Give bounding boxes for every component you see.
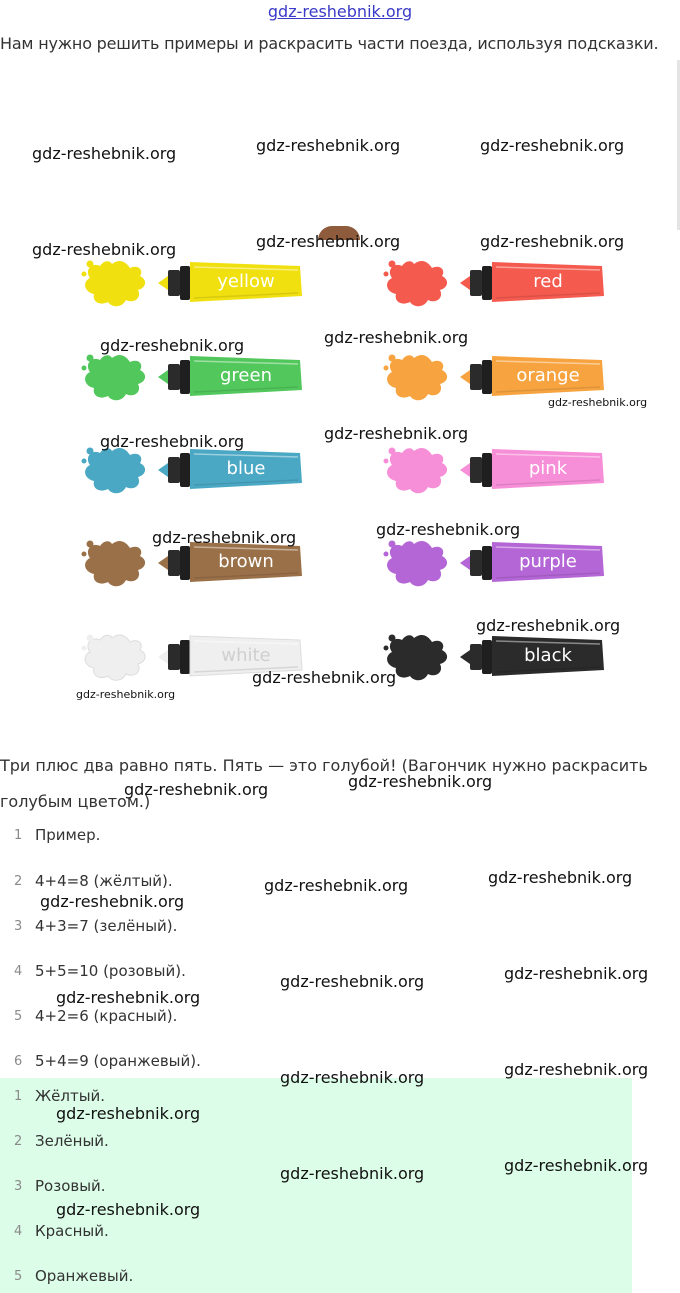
marker-label: orange — [516, 365, 580, 386]
watermark: gdz-reshebnik.org — [152, 528, 297, 547]
marker-label: brown — [218, 551, 274, 572]
watermark: gdz-reshebnik.org — [548, 396, 648, 409]
example-item — [0, 917, 640, 937]
watermark: gdz-reshebnik.org — [100, 432, 245, 451]
watermark: gdz-reshebnik.org — [32, 240, 177, 259]
item-number: 5 — [14, 1009, 23, 1024]
item-number: 2 — [14, 1134, 23, 1149]
watermark: gdz-reshebnik.org — [480, 136, 625, 155]
marker-orange — [374, 352, 654, 402]
watermark: gdz-reshebnik.org — [252, 668, 397, 687]
watermark: gdz-reshebnik.org — [504, 1060, 649, 1079]
watermark: gdz-reshebnik.org — [256, 232, 401, 251]
site-link[interactable]: gdz-reshebnik.org — [267, 2, 413, 21]
marker-yellow — [72, 258, 352, 308]
item-text: Зелёный. — [35, 1132, 109, 1150]
watermark: gdz-reshebnik.org — [256, 136, 401, 155]
marker-blue — [72, 445, 352, 495]
watermark: gdz-reshebnik.org — [100, 336, 245, 355]
item-number: 5 — [14, 1269, 23, 1284]
item-text: 4+3=7 (зелёный). — [35, 917, 178, 935]
item-text: Красный. — [35, 1222, 109, 1240]
item-number: 3 — [14, 919, 23, 934]
watermark: gdz-reshebnik.org — [76, 688, 176, 701]
item-number: 1 — [14, 828, 23, 843]
watermark: gdz-reshebnik.org — [56, 1200, 201, 1219]
watermark: gdz-reshebnik.org — [264, 876, 409, 895]
watermark: gdz-reshebnik.org — [280, 972, 425, 991]
item-text: Оранжевый. — [35, 1267, 134, 1285]
marker-label: black — [524, 645, 572, 666]
watermark: gdz-reshebnik.org — [480, 232, 625, 251]
watermark: gdz-reshebnik.org — [376, 520, 521, 539]
marker-label: green — [220, 365, 272, 386]
marker-label: blue — [226, 458, 266, 479]
item-text: Жёлтый. — [35, 1087, 106, 1105]
intro-text: Нам нужно решить примеры и раскрасить части поезда, используя подсказки. — [0, 34, 659, 53]
example-item — [0, 826, 640, 846]
task-text-line1: Три плюс два равно пять. Пять — это голубой! (Вагончик нужно раскрасить — [0, 756, 648, 775]
marker-label: red — [533, 271, 563, 292]
watermark: gdz-reshebnik.org — [32, 144, 177, 163]
marker-label: pink — [528, 458, 568, 479]
watermark: gdz-reshebnik.org — [324, 328, 469, 347]
watermark: gdz-reshebnik.org — [124, 780, 269, 799]
watermark: gdz-reshebnik.org — [40, 892, 185, 911]
item-text: 4+2=6 (красный). — [35, 1007, 178, 1025]
item-text: Пример. — [35, 826, 101, 844]
item-text: 5+4=9 (оранжевый). — [35, 1052, 201, 1070]
example-item — [0, 1007, 640, 1027]
marker-label: purple — [519, 551, 577, 572]
item-text: Розовый. — [35, 1177, 106, 1195]
item-number: 6 — [14, 1054, 23, 1069]
item-number: 4 — [14, 964, 23, 979]
item-text: 4+4=8 (жёлтый). — [35, 872, 173, 890]
task-text-line2: голубым цветом.) — [0, 792, 151, 811]
marker-pink — [374, 445, 654, 495]
watermark: gdz-reshebnik.org — [504, 1156, 649, 1175]
marker-label: yellow — [217, 271, 275, 292]
item-text: 5+5=10 (розовый). — [35, 962, 186, 980]
marker-black — [374, 632, 654, 682]
item-number: 4 — [14, 1224, 23, 1239]
item-number: 2 — [14, 874, 23, 889]
watermark: gdz-reshebnik.org — [348, 772, 493, 791]
watermark: gdz-reshebnik.org — [488, 868, 633, 887]
watermark: gdz-reshebnik.org — [56, 988, 201, 1007]
watermark: gdz-reshebnik.org — [56, 1104, 201, 1123]
answer-item — [0, 1132, 640, 1152]
watermark: gdz-reshebnik.org — [324, 424, 469, 443]
watermark: gdz-reshebnik.org — [504, 964, 649, 983]
marker-green — [72, 352, 352, 402]
answer-item — [0, 1222, 640, 1242]
item-number: 1 — [14, 1089, 23, 1104]
watermark: gdz-reshebnik.org — [476, 616, 621, 635]
item-number: 3 — [14, 1179, 23, 1194]
marker-red — [374, 258, 654, 308]
watermark: gdz-reshebnik.org — [280, 1164, 425, 1183]
marker-label: white — [221, 645, 271, 666]
watermark: gdz-reshebnik.org — [280, 1068, 425, 1087]
answer-item — [0, 1267, 640, 1287]
marker-purple — [374, 538, 654, 588]
